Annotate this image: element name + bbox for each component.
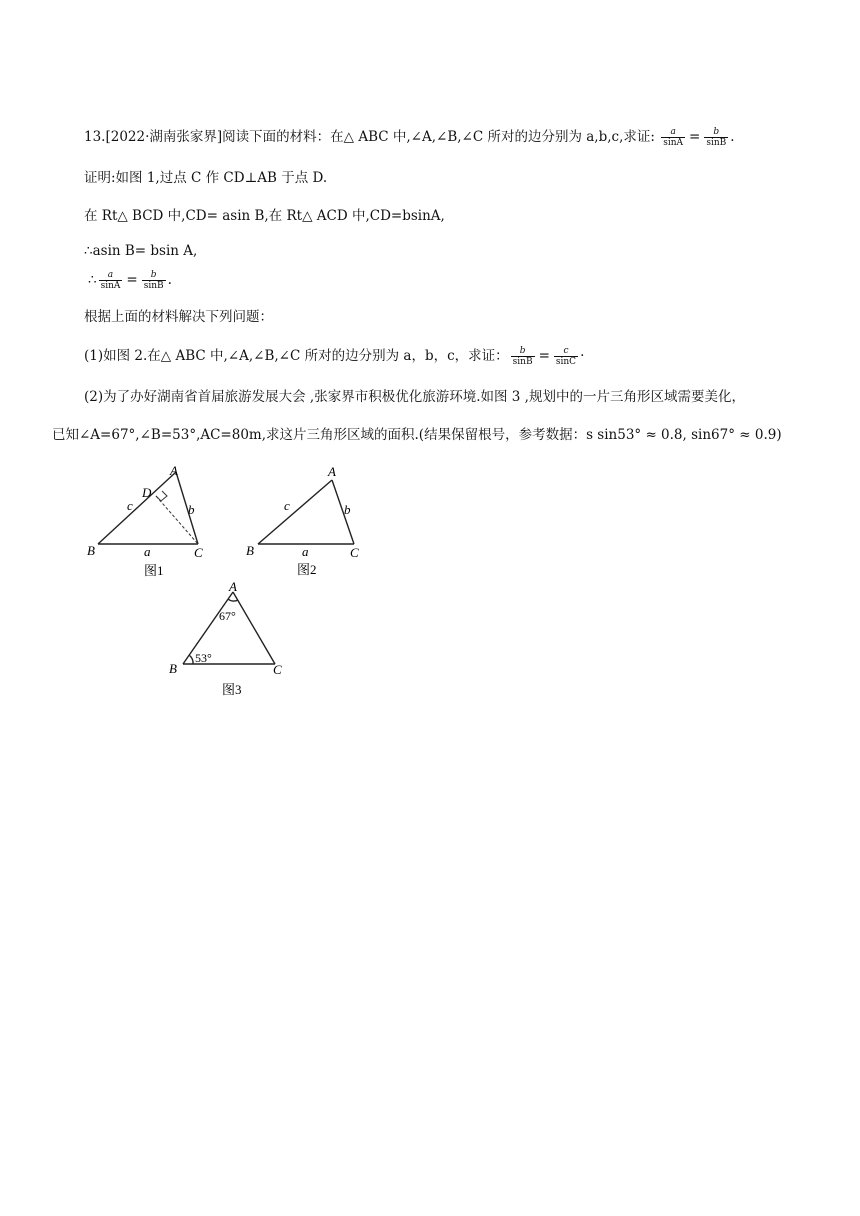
period: .	[730, 129, 735, 145]
problem-header	[84, 127, 735, 148]
question-1-text: (1)如图 2.在△ ABC 中,∠A,∠B,∠C 所对的边分别为 a，b，c，求证：	[84, 348, 509, 364]
therefore-symbol: ∴	[88, 272, 97, 288]
equals-sign: =	[689, 129, 701, 145]
label-B: B	[87, 543, 95, 558]
label-c: c	[127, 498, 133, 513]
dot: ·	[580, 348, 585, 364]
equals-sign: =	[126, 272, 138, 288]
label-C: C	[350, 545, 359, 560]
angle-a-label: 67°	[219, 609, 236, 623]
fraction-denominator: sinA	[663, 138, 684, 148]
label-b: b	[188, 502, 195, 517]
header-text: 13.[2022·湖南张家界]阅读下面的材料：在△ ABC 中,∠A,∠B,∠C 所对的边分别为 a,b,c,求证:	[84, 129, 660, 145]
header-fraction-a-over-sina	[661, 127, 685, 148]
figure-3	[163, 578, 293, 703]
fraction-denominator: sinB	[512, 357, 533, 367]
label-a: a	[144, 544, 151, 559]
label-b: b	[344, 502, 351, 517]
fraction-numerator: a	[107, 270, 114, 280]
fraction-denominator: sinA	[100, 281, 121, 291]
header-fraction-b-over-sinb	[704, 127, 728, 148]
q1-fraction-b-over-sinb	[511, 346, 535, 367]
side-b	[233, 592, 275, 664]
period: .	[167, 272, 172, 288]
side-b	[176, 472, 198, 544]
fraction-numerator: c	[563, 346, 569, 356]
label-A: A	[328, 464, 336, 479]
figure-3-caption: 图3	[222, 682, 242, 697]
label-a: a	[302, 544, 309, 559]
angle-b-arc	[189, 655, 193, 664]
figure-1	[84, 460, 214, 585]
proof-line-4	[88, 270, 172, 291]
right-angle-mark	[156, 491, 167, 501]
fraction-numerator: b	[150, 270, 157, 280]
fraction-denominator: sinB	[706, 138, 727, 148]
proof-line-2: 在 Rt△ BCD 中,CD= asin B,在 Rt△ ACD 中,CD=bsinA,	[84, 208, 445, 224]
side-c	[258, 480, 332, 544]
proof-fraction-b-over-sinb	[142, 270, 166, 291]
label-C: C	[273, 662, 282, 677]
question-2-line-1: (2)为了办好湖南省首届旅游发展大会 ,张家界市积极优化旅游环境.如图 3 ,规划中的一片三角形区域需要美化，	[84, 389, 745, 405]
label-A: A	[170, 463, 178, 478]
fraction-numerator: b	[713, 127, 720, 137]
equals-sign: =	[538, 348, 550, 364]
question-2-line-2: 已知∠A=67°,∠B=53°,AC=80m,求这片三角形区域的面积.(结果保留根号，参考数据：s sin53° ≈ 0.8, sin67° ≈ 0.9)	[52, 427, 782, 443]
label-A: A	[229, 579, 237, 594]
label-B: B	[169, 661, 177, 676]
side-b	[332, 480, 354, 544]
fraction-denominator: sinC	[555, 357, 577, 367]
label-C: C	[194, 545, 203, 560]
fraction-denominator: sinB	[143, 281, 164, 291]
label-c: c	[284, 498, 290, 513]
proof-line-1: 证明:如图 1,过点 C 作 CD⊥AB 于点 D.	[84, 170, 328, 186]
fraction-numerator: b	[519, 346, 526, 356]
label-D: D	[142, 485, 152, 500]
proof-line-3: ∴asin B= bsin A,	[84, 243, 198, 259]
proof-fraction-a-over-sina	[99, 270, 123, 291]
fraction-numerator: a	[670, 127, 676, 137]
figure-1-caption: 图1	[144, 563, 164, 578]
figure-2-caption: 图2	[297, 562, 317, 577]
label-B: B	[246, 543, 254, 558]
figure-2	[242, 460, 372, 585]
angle-b-label: 53°	[195, 651, 212, 665]
question-1	[84, 346, 584, 367]
q1-fraction-c-over-sinc	[554, 346, 578, 367]
side-c	[98, 472, 176, 544]
instruction-line: 根据上面的材料解决下列问题：	[84, 309, 273, 325]
